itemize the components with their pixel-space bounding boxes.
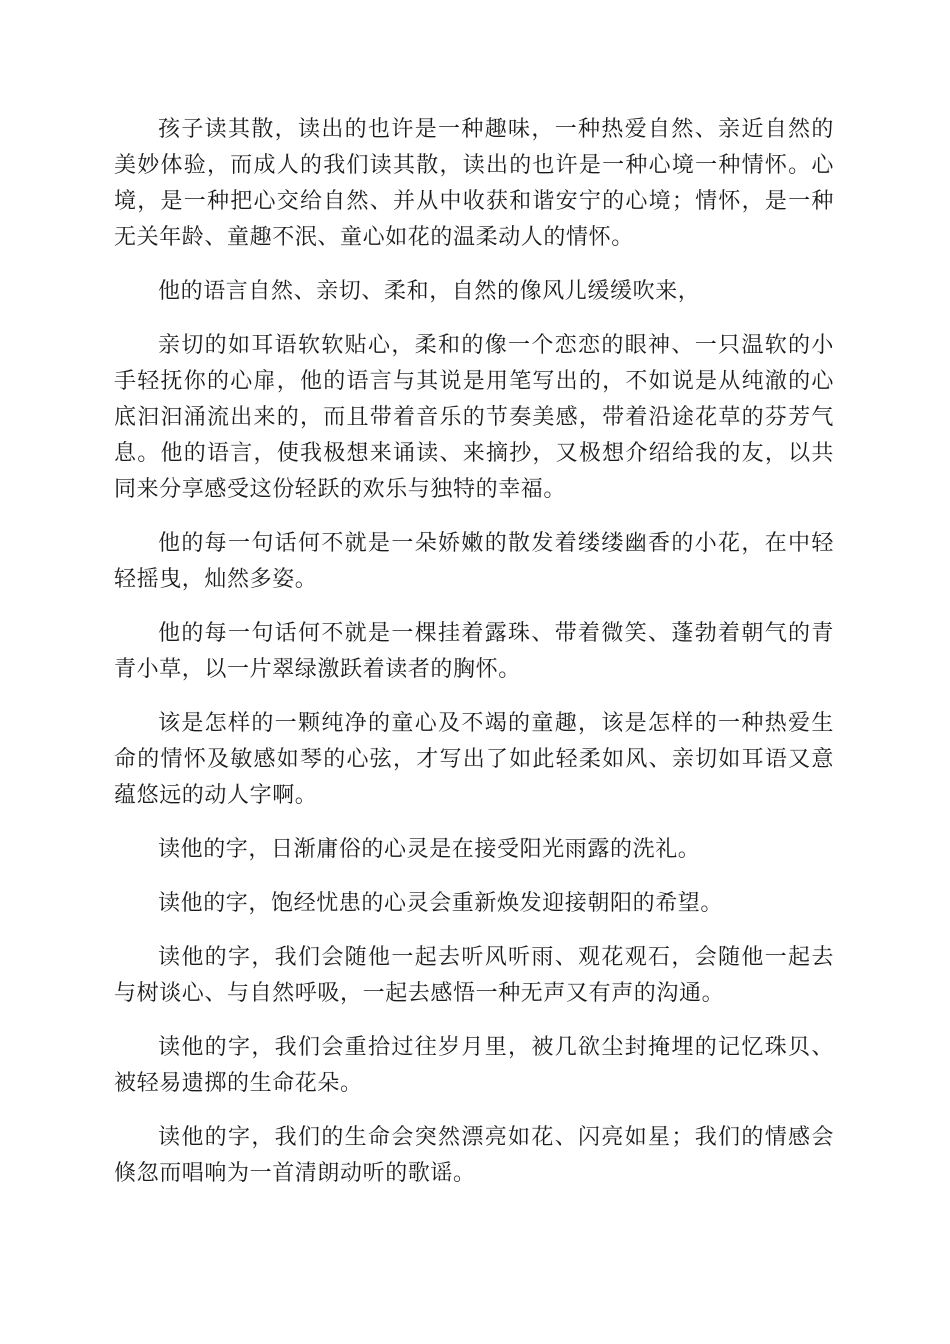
paragraph-1: 孩子读其散，读出的也许是一种趣味，一种热爱自然、亲近自然的美妙体验，而成人的我们读其散，读出的也许是一种心境一种情怀。心境，是一种把心交给自然、并从中收获和谐安宁的心境；情怀，是一种无关年龄、童趣不泯、童心如花的温柔动人的情怀。: [114, 117, 834, 250]
document-page: [114, 112, 834, 1210]
paragraph-9: 读他的字，我们会随他一起去听风听雨、观花观石，会随他一起去与树谈心、与自然呼吸，一起去感悟一种无声又有声的沟通。: [114, 945, 834, 1006]
paragraph-8: 读他的字，饱经忧患的心灵会重新焕发迎接朝阳的希望。: [158, 891, 724, 916]
paragraph-4: 他的每一句话何不就是一朵娇嫩的散发着缕缕幽香的小花，在中轻轻摇曳，灿然多姿。: [114, 531, 834, 592]
paragraph-10: 读他的字，我们会重拾过往岁月里，被几欲尘封掩埋的记忆珠贝、被轻易遗掷的生命花朵。: [114, 1035, 834, 1096]
paragraph-5: 他的每一句话何不就是一棵挂着露珠、带着微笑、蓬勃着朝气的青青小草，以一片翠绿激跃着读者的胸怀。: [114, 621, 834, 682]
paragraph-2: 他的语言自然、亲切、柔和，自然的像风儿缓缓吹来，: [158, 279, 701, 304]
paragraph-3: 亲切的如耳语软软贴心，柔和的像一个恋恋的眼神、一只温软的小手轻抚你的心扉，他的语言与其说是用笔写出的，不如说是从纯澈的心底汩汩涌流出来的，而且带着音乐的节奏美感，带着沿途花草的芬芳气息。他的语言，使我极想来诵读、来摘抄，又极想介绍给我的友，以共同来分享感受这份轻跃的欢乐与独特的幸福。: [114, 333, 834, 502]
paragraph-11: 读他的字，我们的生命会突然漂亮如花、闪亮如星；我们的情感会倏忽而唱响为一首清朗动听的歌谣。: [114, 1125, 834, 1186]
paragraph-7: 读他的字，日渐庸俗的心灵是在接受阳光雨露的洗礼。: [158, 837, 701, 862]
paragraph-6: 该是怎样的一颗纯净的童心及不竭的童趣，该是怎样的一种热爱生命的情怀及敏感如琴的心弦，才写出了如此轻柔如风、亲切如耳语又意蕴悠远的动人字啊。: [114, 711, 834, 808]
